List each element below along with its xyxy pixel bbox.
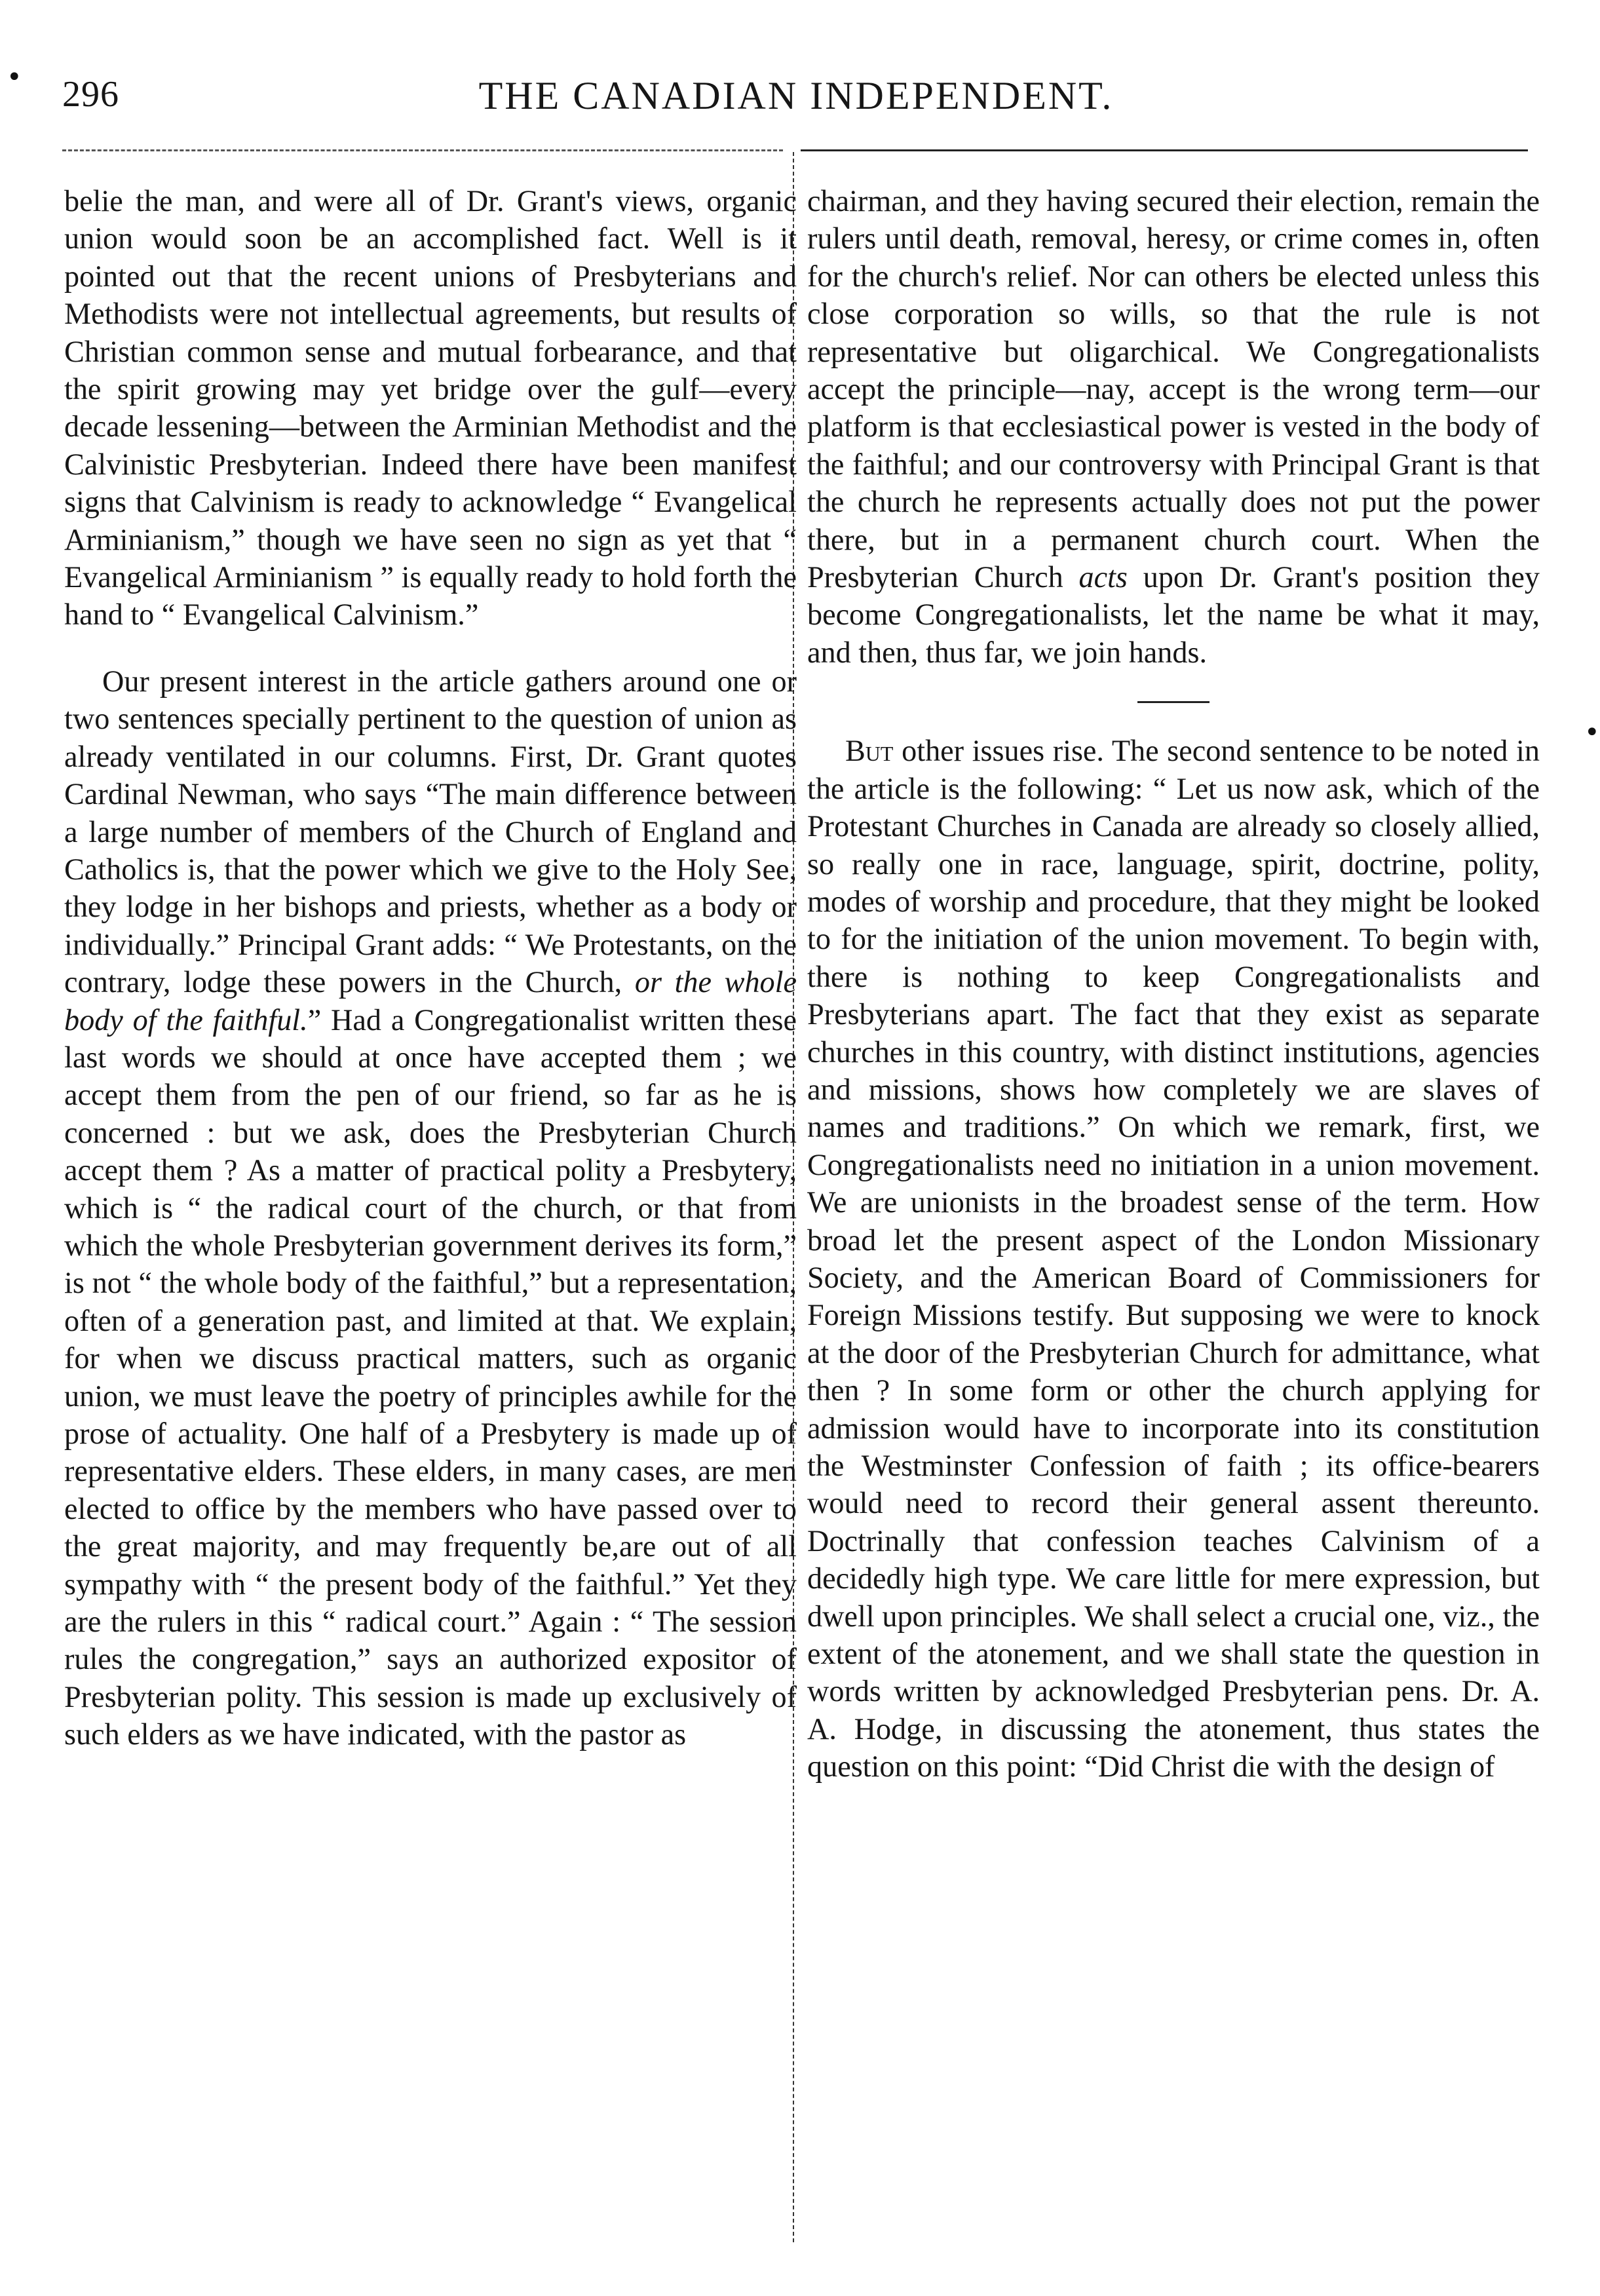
left-paragraph-2-italic: or the whole body of the faithful. — [64, 965, 797, 1037]
right-paragraph-1-text-a: chairman, and they having secured their election, remain the rulers until death, removal, heresy, or crime comes in, often for the church's relief. Nor can others be elected unless this close corporation so wills, so that the rule is not representative but oligarchical. We Congregationalists accept the principle—nay, accept is the wrong term—our platform is that ecclesiastical power is vested in the body of the faithful; and our controversy with Principal Grant is that the church he represents actually does not put the power there, but in a permanent church court. When the Presbyterian Church — [807, 184, 1540, 594]
header-rule-right — [801, 149, 1528, 151]
right-paragraph-2 — [807, 732, 1540, 1785]
page-header — [62, 73, 1530, 126]
right-paragraph-2-smallcaps: But — [845, 734, 894, 768]
margin-dot-right: • — [1584, 718, 1600, 748]
header-rule-left — [62, 149, 783, 151]
page-number: 296 — [62, 74, 119, 115]
left-column — [64, 182, 797, 1753]
right-paragraph-1-italic: acts — [1078, 560, 1128, 594]
right-paragraph-1-text-b: upon Dr. Grant's position they become Congregationalists, let the name be what it may, and then, thus far, we join hands. — [807, 560, 1540, 669]
right-column — [807, 182, 1540, 1786]
right-paragraph-1 — [807, 182, 1540, 671]
left-paragraph-1: belie the man, and were all of Dr. Grant's views, organic union would soon be an accomplished fact. Well is it pointed out that the recent unions of Presbyterians and Methodists were not intellectual agreements, but results of Christian common sense and mutual forbearance, and that the spirit growing may yet bridge over the gulf—every decade lessening—between the Arminian Methodist and the Calvinistic Presbyterian. Indeed there have been manifest signs that Calvinism is ready to acknowledge “ Evangelical Arminianism,” though we have seen no sign as yet that “ Evangelical Arminianism ” is equally ready to hold forth the hand to “ Evangelical Calvinism.” — [64, 184, 797, 632]
left-paragraph-2-text-b: ” Had a Congregationalist written these last words we should at once have accepted them ; we accept them from the pen of our friend, so far as he is concerned : but we ask, does the Presbyterian Church accept them ? As a matter of practical polity a Presbytery, which is “ the radical court of the church, or that from which the whole Presbyterian government derives its form,” is not “ the whole body of the faithful,” but a representation, often of a generation past, and limited at that. We explain, for when we discuss practical matters, such as organic union, we must leave the poetry of principles awhile for the prose of actuality. One half of a Presbytery is made up of representative elders. These elders, in many cases, are men elected to office by the members who have passed over to the great majority, and may frequently be,are out of all sympathy with “ the present body of the faithful.” Yet they are the rulers in this “ radical court.” Again : “ The session rules the congregation,” says an authorized expositor of Presbyterian polity. This session is made up exclusively of such elders as we have indicated, with the pastor as — [64, 1003, 797, 1751]
section-separator — [1137, 701, 1210, 703]
right-paragraph-2-text: other issues rise. The second sentence to be noted in the article is the following: “ Let us now ask, which of the Protestant Churches in Canada are already so closely allied, so really one in race, language, spirit, doctrine, polity, modes of worship and procedure, that they might be looked to for the initiation of the union movement. To begin with, there is nothing to keep Congregationalists and Presbyterians apart. The fact that they exist as separate churches in this country, with distinct institutions, agencies and missions, shows how completely we are slaves of names and traditions.” On which we remark, first, we Congregationalists need no initiation in a union movement. We are unionists in the broadest sense of the term. How broad let the present aspect of the London Missionary Society, and the American Board of Commissioners for Foreign Missions testify. But supposing we were to knock at the door of the Presbyterian Church for admittance, what then ? In some form or other the church applying for admission would have to incorporate into its constitution the Westminster Confession of faith ; its office-bearers would need to record their general assent thereunto. Doctrinally that confession teaches Calvinism of a decidedly high type. We care little for mere expression, but dwell upon principles. We shall select a crucial one, viz., the extent of the atonement, and we shall state the question in words written by acknowledged Presbyterian pens. Dr. A. A. Hodge, in discussing the atonement, thus states the question on this point: “Did Christ die with the design of — [807, 734, 1540, 1784]
running-title: THE CANADIAN INDEPENDENT. — [478, 74, 1114, 117]
margin-dot-top: • — [7, 62, 22, 92]
left-paragraph-2 — [64, 662, 797, 1753]
left-paragraph-2-text-a: Our present interest in the article gathers around one or two sentences specially pertinent to the question of union as already ventilated in our columns. First, Dr. Grant quotes Cardinal Newman, who says “The main difference between a large number of members of the Church of England and Catholics is, that the power which we give to the Holy See, they lodge in her bishops and priests, whether as a body or individually.” Principal Grant adds: “ We Protestants, on the contrary, lodge these powers in the Church, — [64, 664, 797, 999]
